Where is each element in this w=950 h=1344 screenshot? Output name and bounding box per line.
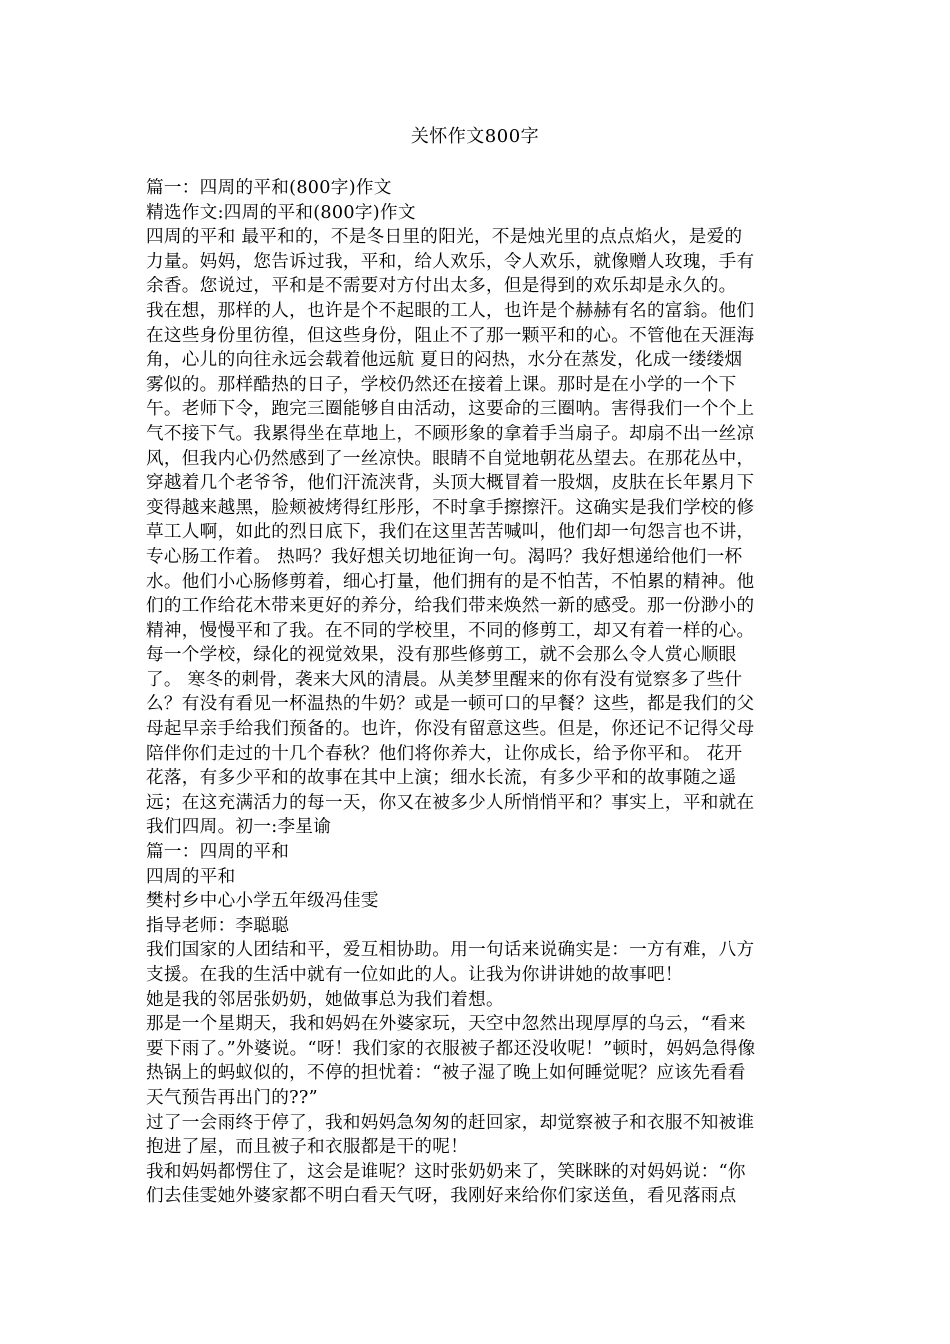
text-line: 抱进了屋，而且被子和衣服都是干的呢！ [146,1137,469,1158]
text-line: 午。老师下令，跑完三圈能够自由活动，这要命的三圈呐。害得我们一个个上 [146,399,755,420]
text-line: 气不接下气。我累得坐在草地上，不顾形象的拿着手当扇子。却扇不出一丝凉 [146,423,755,444]
text-line: 我们四周。初一:李星谕 [146,817,332,838]
text-line: 们去佳雯她外婆家都不明白看天气呀，我刚好来给你们家送鱼，看见落雨点 [146,1186,737,1207]
text-line: 那是一个星期天，我和妈妈在外婆家玩，天空中忽然出现厚厚的乌云，“看来 [146,1014,746,1035]
text-line: 天气预告再出门的??” [146,1087,318,1108]
text-line: 风，但我内心仍然感到了一丝凉快。眼睛不自觉地朝花丛望去。在那花丛中， [146,448,755,469]
text-line: 指导老师：李聪聪 [146,915,290,936]
text-line: 水。他们小心肠修剪着，细心打量，他们拥有的是不怕苦，不怕累的精神。他 [146,571,755,592]
text-line: 母起早亲手给我们预备的。也许，你没有留意这些。但是，你还记不记得父母 [146,719,755,740]
text-line: 四周的平和 [146,866,236,887]
text-line: 雾似的。那样酷热的日子，学校仍然还在接着上课。那时是在小学的一个下 [146,374,737,395]
text-line: 花落，有多少平和的故事在其中上演；细水长流，有多少平和的故事随之遥 [146,768,737,789]
text-line: 们的工作给花木带来更好的养分，给我们带来焕然一新的感受。那一份渺小的 [146,596,755,617]
text-line: 四周的平和 最平和的，不是冬日里的阳光，不是烛光里的点点焰火，是爱的 [146,227,743,248]
document-body [146,176,802,1209]
text-line: 樊村乡中心小学五年级冯佳雯 [146,891,379,912]
text-line: 草工人啊，如此的烈日底下，我们在这里苦苦喊叫，他们却一句怨言也不讲， [146,522,755,543]
text-line: 每一个学校，绿化的视觉效果，没有那些修剪工，就不会那么令人赏心顺眼 [146,645,737,666]
text-line: 精选作文:四周的平和(800字)作文 [146,202,416,223]
document-title: 关怀作文800字 [410,126,540,147]
text-line: 我在想，那样的人，也许是个不起眼的工人，也许是个赫赫有名的富翁。他们 [146,300,755,321]
text-line: 力量。妈妈，您告诉过我，平和，给人欢乐，令人欢乐，就像赠人玫瑰，手有 [146,251,755,272]
text-line: 她是我的邻居张奶奶，她做事总为我们着想。 [146,989,504,1010]
text-line: 篇一：四周的平和 [146,842,290,863]
text-line: 陪伴你们走过的十几个春秋？他们将你养大，让你成长，给予你平和。 花开 [146,743,743,764]
text-line: 我和妈妈都愣住了，这会是谁呢？这时张奶奶来了，笑眯眯的对妈妈说：“你 [146,1161,746,1182]
text-line: 我们国家的人团结和平，爱互相协助。用一句话来说确实是：一方有难，八方 [146,940,755,961]
text-line: 了。 寒冬的刺骨，袭来大风的清晨。从美梦里醒来的你有没有觉察多了些什 [146,669,743,690]
text-line: 精神，慢慢平和了我。在不同的学校里，不同的修剪工，却又有着一样的心。 [146,620,755,641]
text-line: 热锅上的蚂蚁似的，不停的担忧着：“被子湿了晚上如何睡觉呢？应该先看看 [146,1063,746,1084]
text-line: 专心肠工作着。 热吗？我好想关切地征询一句。渴吗？我好想递给他们一杯 [146,546,743,567]
text-line: 么？有没有看见一杯温热的牛奶？或是一顿可口的早餐？这些，都是我们的父 [146,694,755,715]
text-line: 支援。在我的生活中就有一位如此的人。让我为你讲讲她的故事吧！ [146,965,683,985]
text-line: 篇一：四周的平和(800字)作文 [146,178,392,198]
text-line: 穿越着几个老爷爷，他们汗流浃背，头顶大概冒着一股烟，皮肤在长年累月下 [146,473,755,494]
text-line: 变得越来越黑，脸颊被烤得红彤彤，不时拿手擦擦汗。这确实是我们学校的修 [146,497,755,518]
text-line: 余香。您说过，平和是不需要对方付出太多，但是得到的欢乐却是永久的。 [146,276,737,297]
text-line: 要下雨了。”外婆说。“呀！我们家的衣服被子都还没收呢！”顿时，妈妈急得像 [146,1038,756,1059]
text-line: 在这些身份里彷徨，但这些身份，阻止不了那一颗平和的心。不管他在天涯海 [146,325,755,346]
text-line: 过了一会雨终于停了，我和妈妈急匆匆的赶回家，却觉察被子和衣服不知被谁 [146,1112,755,1133]
text-line: 角，心儿的向往永远会载着他远航 夏日的闷热，水分在蒸发，化成一缕缕烟 [146,350,743,371]
text-line: 远；在这充满活力的每一天，你又在被多少人所悄悄平和？事实上，平和就在 [146,792,755,813]
